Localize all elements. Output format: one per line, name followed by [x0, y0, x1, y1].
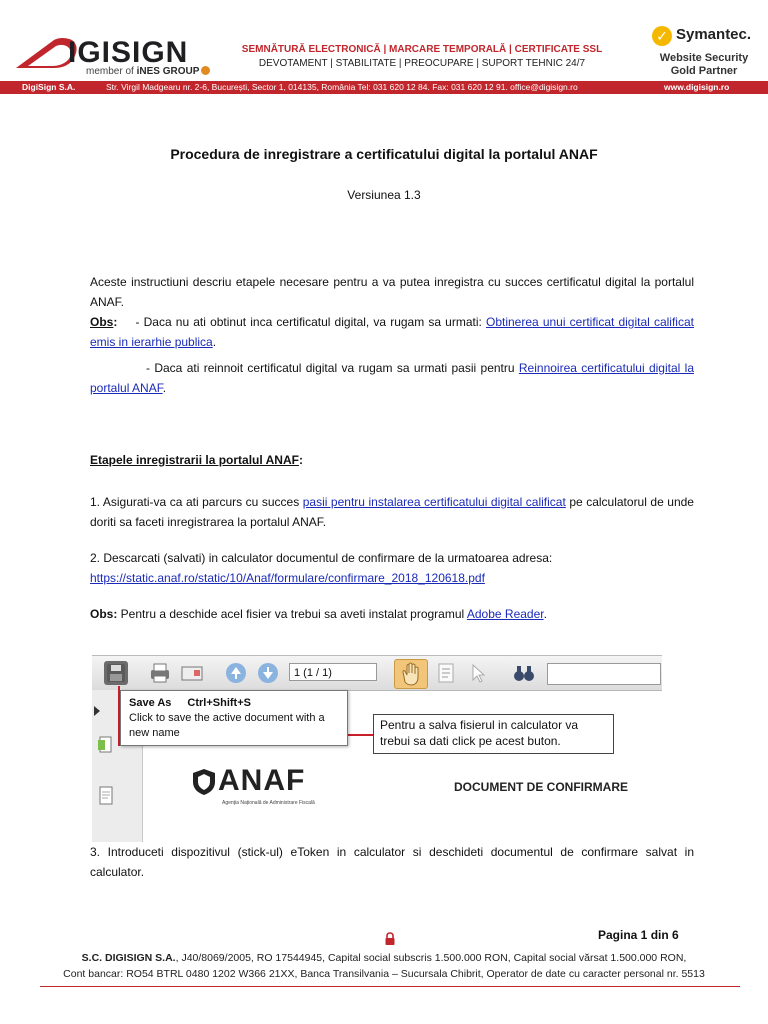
partner-line-2: Gold Partner [670, 65, 738, 77]
page-number: Pagina 1 din 6 [598, 928, 679, 942]
tagline-values: DEVOTAMENT | STABILITATE | PREOCUPARE | SUPORT TEHNIC 24/7 [258, 58, 586, 69]
next-page-icon[interactable] [256, 661, 280, 685]
address-website[interactable]: www.digisign.ro [664, 82, 730, 92]
anaf-logo [192, 764, 342, 810]
link-obtain-certificate[interactable]: Obtinerea unui certificat digital calificat emis in ierarhie publica [90, 315, 694, 349]
address-company: DigiSign S.A. [22, 82, 76, 92]
expand-arrow-icon[interactable] [94, 706, 100, 716]
find-input[interactable] [547, 663, 661, 685]
save-icon[interactable] [104, 661, 128, 685]
anaf-subtitle: Agenția Națională de Administrare Fiscală [222, 800, 315, 806]
intro-paragraph: Aceste instructiuni descriu etapele necesare pentru a va putea inregistra cu succes certificatul digital la portalul ANAF. [90, 275, 694, 309]
obs-label: Obs [90, 315, 114, 329]
digisign-logo [14, 34, 214, 78]
anaf-shield-icon [192, 768, 216, 796]
email-icon[interactable] [180, 661, 204, 685]
page-number-field[interactable]: 1 (1 / 1) [289, 663, 377, 681]
footer-company-info: S.C. DIGISIGN S.A., J40/8069/2005, RO 17544945, Capital social subscris 1.500.000 RON, Capital social vărsat 1.500.000 RON, [81, 952, 687, 964]
save-as-tooltip [120, 690, 348, 746]
attachments-panel-icon[interactable] [98, 786, 114, 806]
symantec-partner-badge [648, 24, 760, 80]
tagline-services: SEMNĂTURĂ ELECTRONICĂ | MARCARE TEMPORALĂ | CERTIFICATE SSL [241, 44, 603, 55]
binoculars-icon[interactable] [512, 661, 536, 685]
confirmation-document-title: DOCUMENT DE CONFIRMARE [454, 780, 628, 794]
logo-subtitle: member of iNES GROUP [86, 66, 210, 77]
step-1: 1. Asigurati-va ca ati parcurs cu succes pasii pentru instalarea certificatului digital calificat pe calculatorul de unde doriti sa faceti inregistrarea la portalul ANAF. [90, 495, 694, 529]
lock-icon [384, 932, 396, 946]
hand-tool-icon[interactable] [394, 659, 428, 689]
partner-name: Symantec. [676, 26, 752, 43]
section-heading: Etapele inregistrarii la portalul ANAF: [90, 453, 303, 467]
tooltip-shortcut: Ctrl+Shift+S [187, 697, 251, 709]
instruction-callout: Pentru a salva fisierul in calculator va trebui sa dati click pe acest buton. [373, 714, 614, 754]
step-2: 2. Descarcati (salvati) in calculator documentul de confirmare de la urmatoarea adresa: https://static.anaf.ro/static/10/Anaf/formulare/confirmare_2018_120618.pdf [90, 551, 553, 585]
link-renew-certificate[interactable]: Reinnoirea certificatului digital la portalul ANAF [90, 361, 694, 395]
obs-paragraph-3: Obs: Pentru a deschide acel fisier va trebui sa aveti instalat programul Adobe Reader. [90, 607, 547, 621]
previous-page-icon[interactable] [224, 661, 248, 685]
reader-toolbar [92, 656, 662, 691]
obs-paragraph-2: - Daca ati reinnoit certificatul digital va rugam sa urmati pasii pentru Reinnoirea certificatului digital la portalul ANAF. [90, 361, 694, 395]
document-version: Versiunea 1.3 [347, 188, 421, 202]
footer-divider [40, 986, 740, 987]
footer-bank-info: Cont bancar: RO54 BTRL 0480 1202 W366 21XX, Banca Transilvania – Sucursala Chibrit, Operator de date cu caracter personal nr. 5513 [63, 968, 705, 980]
step-3: 3. Introduceti dispozitivul (stick-ul) eToken in calculator si deschideti documentul de confirmare salvat in calculator. [90, 845, 694, 879]
print-icon[interactable] [148, 661, 172, 685]
adobe-reader-screenshot [92, 655, 662, 842]
anaf-wordmark: ANAF [218, 764, 306, 797]
tooltip-title: Save As [129, 697, 172, 709]
address-text: Str. Virgil Madgearu nr. 2-6, București, Sector 1, 014135, România Tel: 031 620 12 84. Fax: 031 620 12 91. office@digisign.ro [106, 82, 578, 92]
logo-wordmark: IGISIGN [68, 36, 189, 69]
callout-connector [348, 734, 374, 736]
link-install-certificate[interactable]: pasii pentru instalarea certificatului digital calificat [302, 495, 566, 509]
checkmark-icon: ✓ [652, 26, 672, 46]
address-bar [0, 81, 768, 94]
partner-line-1: Website Security [659, 52, 749, 64]
document-title: Procedura de inregistrare a certificatului digital la portalul ANAF [170, 146, 598, 162]
group-dot-icon [201, 66, 210, 75]
pages-panel-icon[interactable] [98, 736, 114, 754]
link-adobe-reader[interactable]: Adobe Reader [466, 607, 544, 621]
tooltip-description: Click to save the active document with a new name [129, 712, 325, 739]
obs-paragraph-1: Obs: - Daca nu ati obtinut inca certificatul digital, va rugam sa urmati: Obtinerea unui certificat digital calificat emis in ierarhie publica. [90, 315, 694, 349]
select-arrow-icon[interactable] [466, 661, 490, 685]
link-confirmation-pdf[interactable]: https://static.anaf.ro/static/10/Anaf/formulare/confirmare_2018_120618.pdf [90, 571, 485, 585]
text-select-icon[interactable] [434, 661, 458, 685]
